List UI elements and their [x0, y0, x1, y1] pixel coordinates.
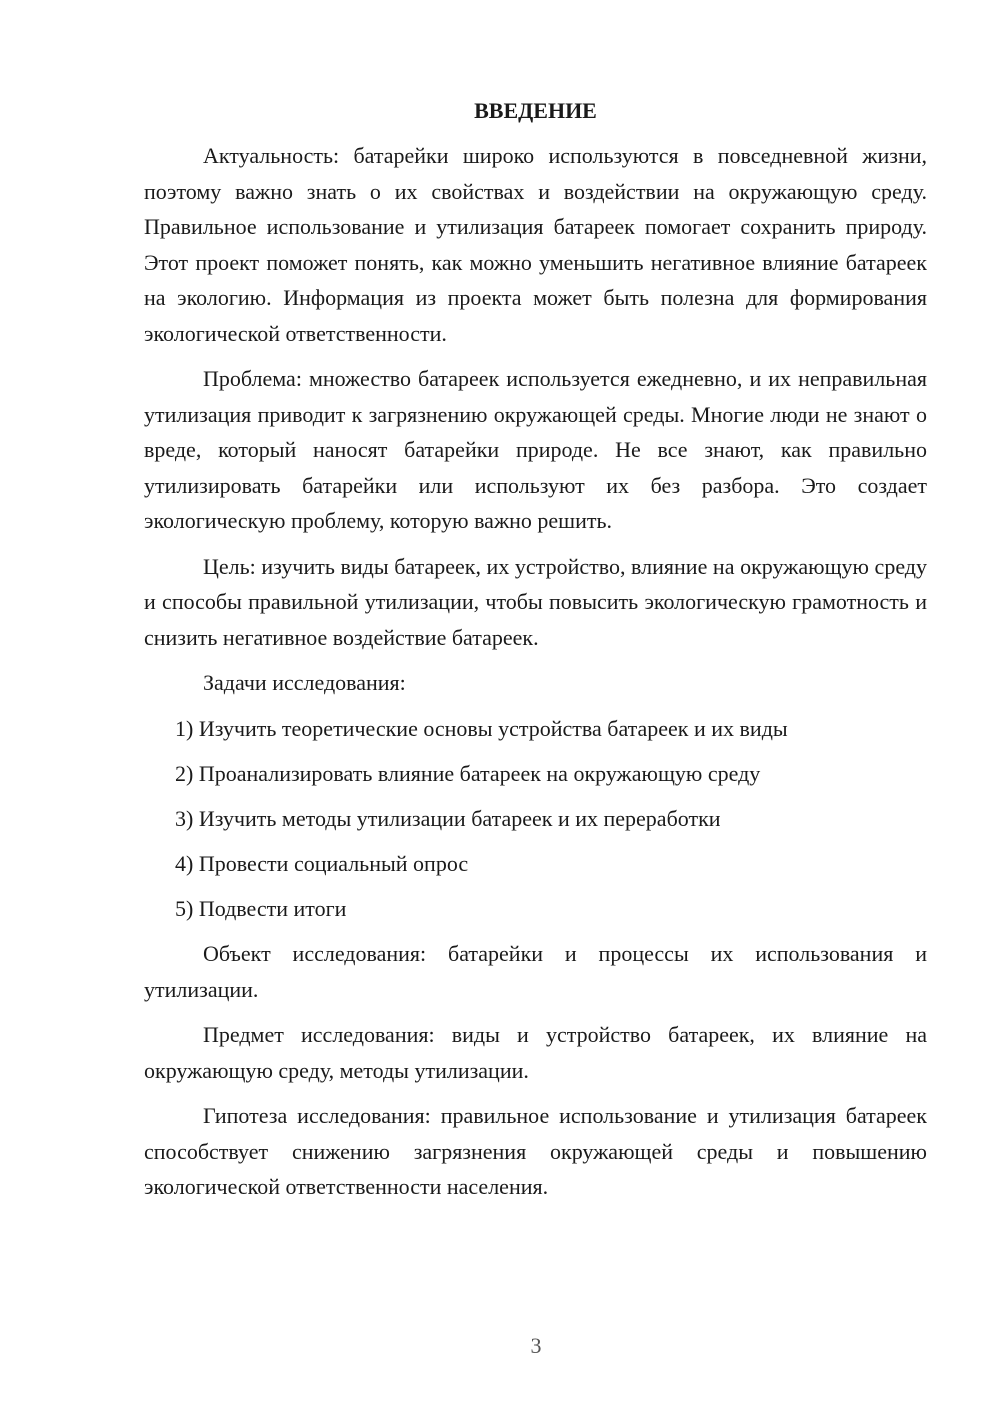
document-page [144, 96, 927, 1215]
task-item: 5) Подвести итоги [175, 895, 347, 921]
task-item: 1) Изучить теоретические основы устройства батареек и их виды [175, 715, 788, 741]
task-item: 4) Провести социальный опрос [175, 850, 469, 876]
paragraph-subject: Предмет исследования: виды и устройство батареек, их влияние на окружающую среду, методы утилизации. [144, 1022, 927, 1083]
task-item: 3) Изучить методы утилизации батареек и их переработки [175, 805, 721, 831]
paragraph-relevance: Актуальность: батарейки широко используются в повседневной жизни, поэтому важно знать о их свойствах и воздействии на окружающую среду. Правильное использование и утилизация батареек помогает сохранить природу. Этот проект поможет понять, как можно уменьшить негативное влияние батареек на экологию. Информация из проекта может быть полезна для формирования экологической ответственности. [144, 143, 927, 346]
page-number: 3 [530, 1333, 542, 1358]
paragraph-hypothesis: Гипотеза исследования: правильное использование и утилизация батареек способствует снижению загрязнения окружающей среды и повышению экологической ответственности населения. [144, 1103, 927, 1199]
tasks-heading: Задачи исследования: [203, 670, 406, 695]
paragraph-problem: Проблема: множество батареек используется ежедневно, и их неправильная утилизация приводит к загрязнению окружающей среды. Многие люди не знают о вреде, который наносят батарейки природе. Не все знают, как правильно утилизировать батарейки или используют их без разбора. Это создает экологическую проблему, которую важно решить. [144, 366, 927, 533]
task-item: 2) Проанализировать влияние батареек на окружающую среду [175, 760, 761, 786]
paragraph-object: Объект исследования: батарейки и процессы их использования и утилизации. [144, 941, 927, 1002]
task-list [144, 711, 927, 927]
paragraph-goal: Цель: изучить виды батареек, их устройство, влияние на окружающую среду и способы правильной утилизации, чтобы повысить экологическую грамотность и снизить негативное воздействие батареек. [144, 553, 927, 650]
page-title: ВВЕДЕНИЕ [474, 98, 597, 123]
